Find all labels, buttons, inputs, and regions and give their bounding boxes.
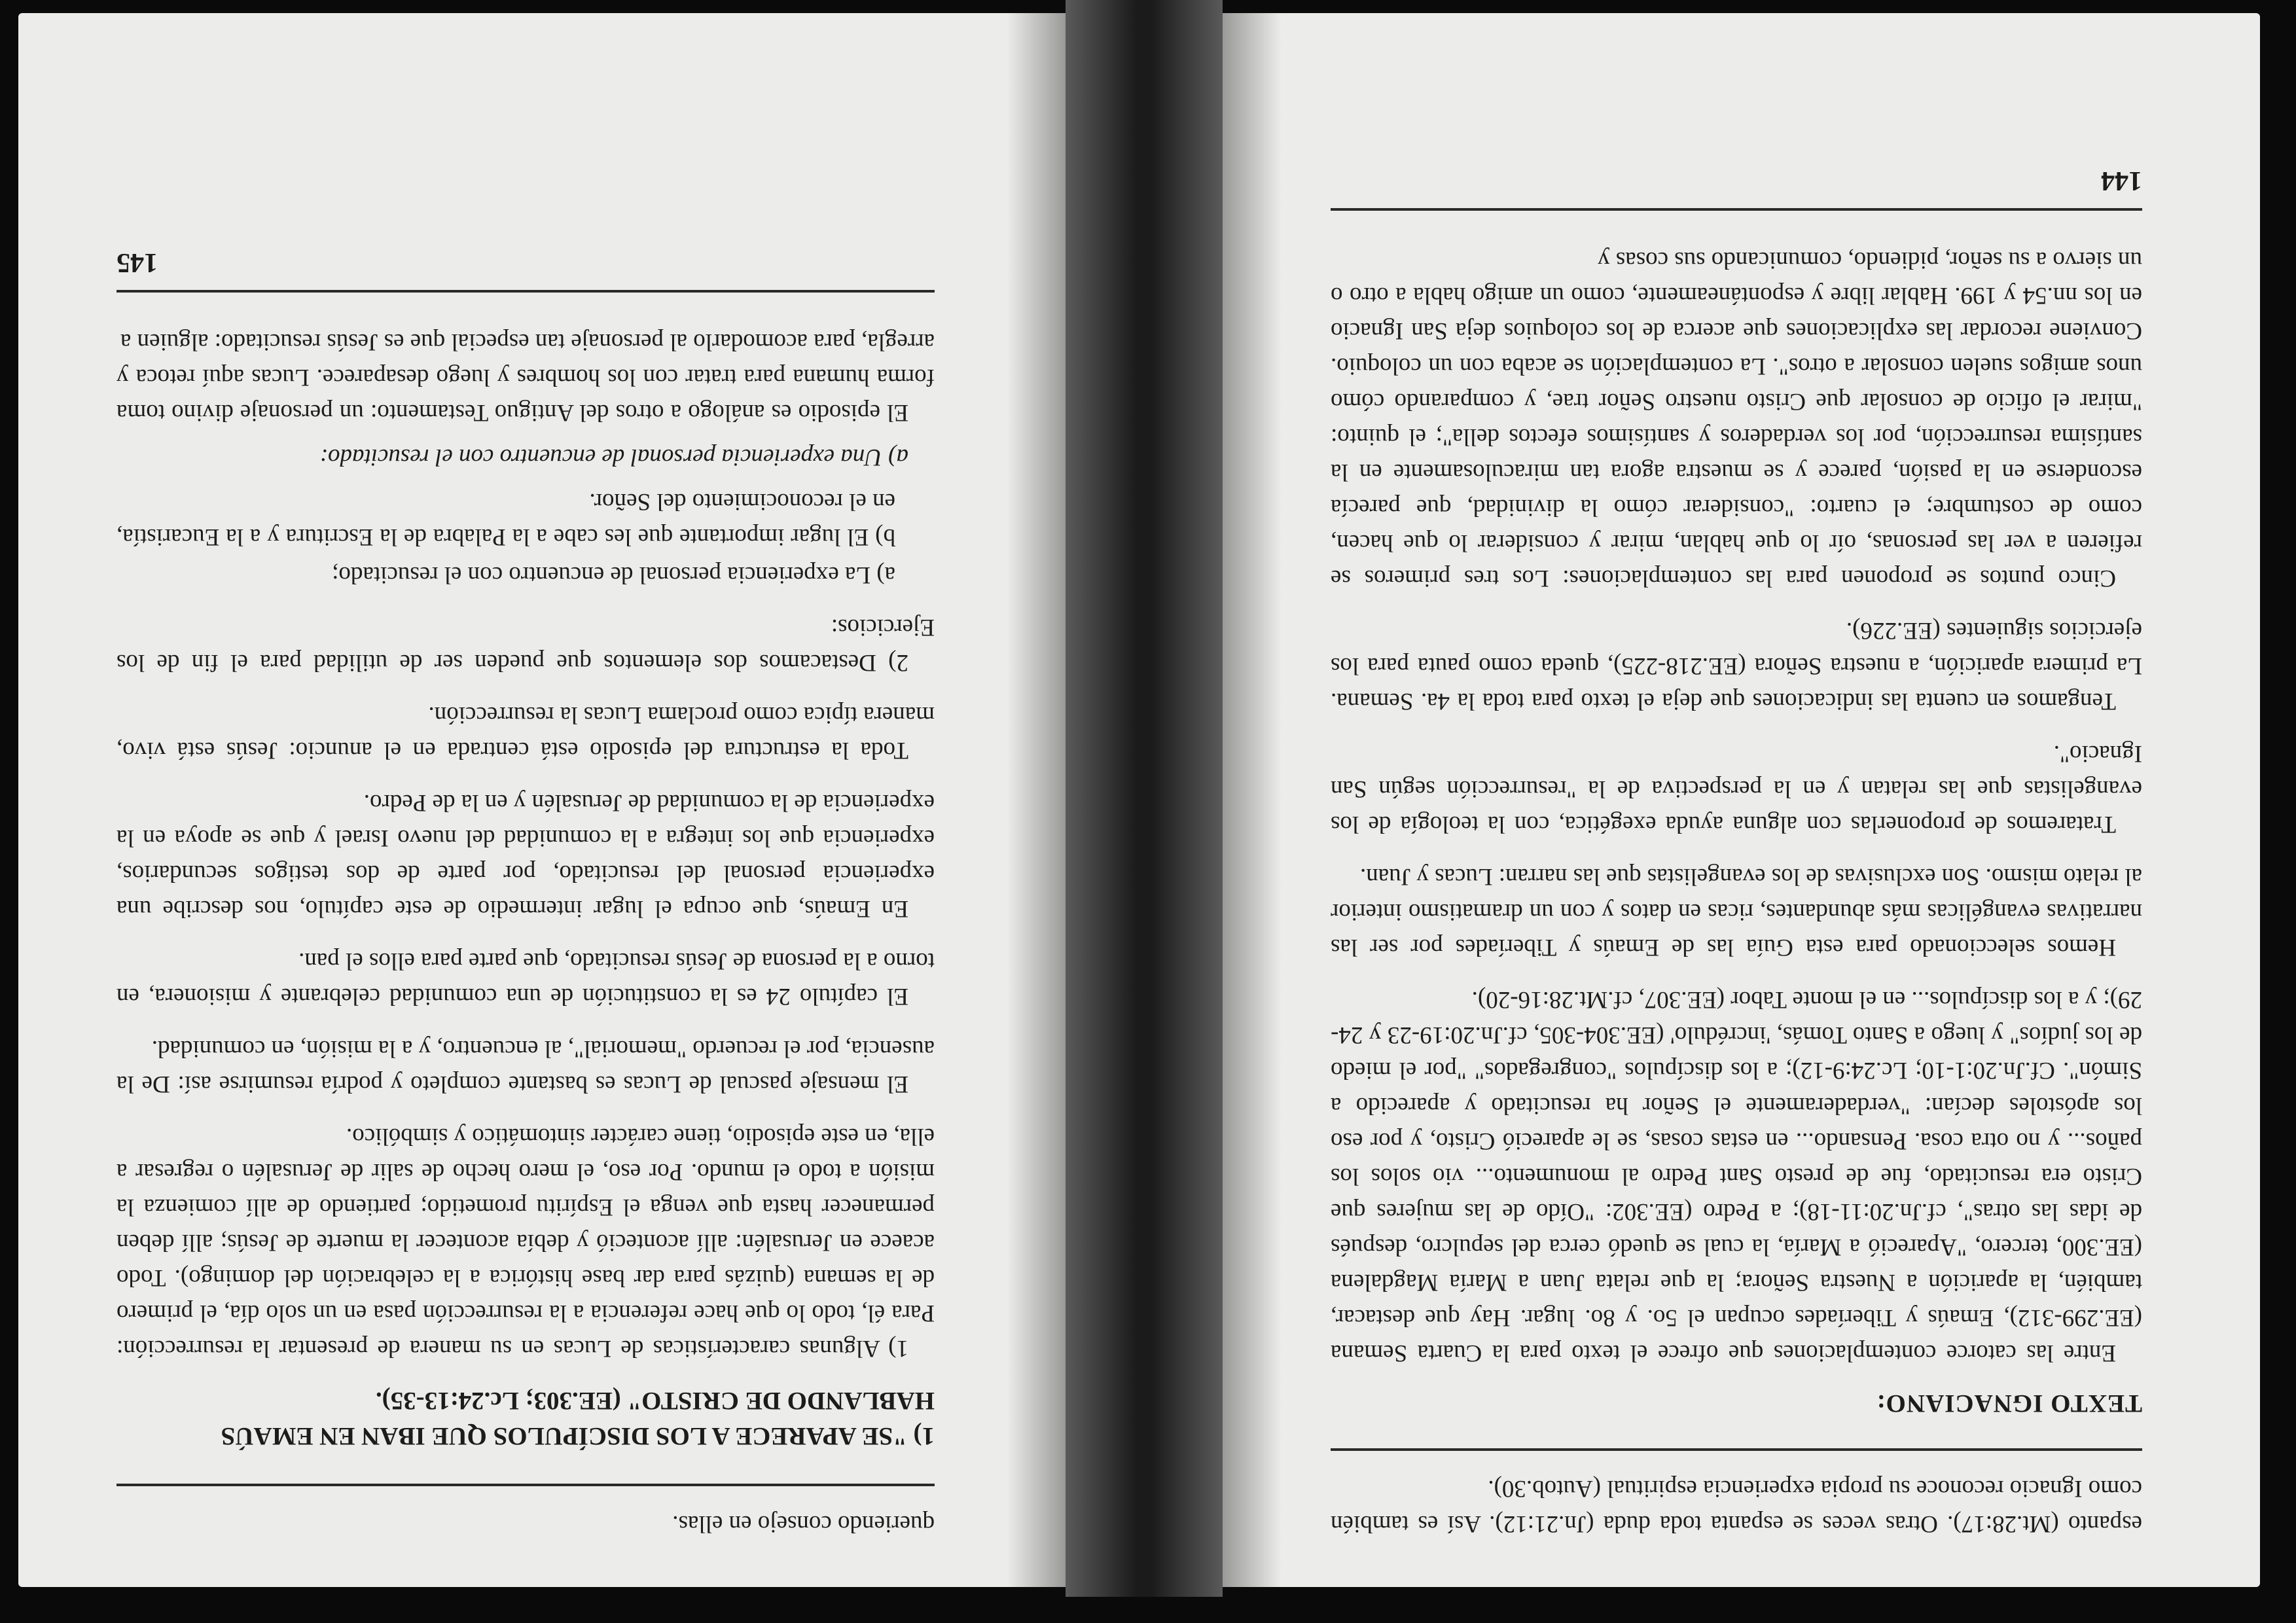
paragraph: Trataremos de proponerlas con alguna ayuda exegética, con la teología de los evangelistas que las relatan y en la perspectiva de la "resurrección según San Ignacio". (1331, 740, 2142, 838)
page-number: 145 (117, 247, 158, 277)
top-fragment: espanto (Mt.28:17). Otras veces se espanta toda duda (Jn.21:12). Así es también como Ignacio reconoce su propia experiencia espiritual (Autob.30). (1331, 1475, 2142, 1537)
sub-heading: a) Una experiencia personal de encuentro con el resucitado: (319, 444, 908, 471)
page-145-content (117, 247, 935, 1541)
paragraph: 2) Destacamos dos elementos que pueden ser de utilidad para el fin de los Ejercicios: (117, 614, 935, 676)
paragraph: Entre las catorce contemplaciones que ofrece el texto para la Cuarta Semana (EE.299-312), Emaús y Tiberíades ocupan el 5o. y 8o. lugar. Hay que destacar, también, la aparición a Nuestra Señora; la que relata Juan a María Magdalena (EE.300, tercero, "Apareció a María, la cual se quedó cerca del sepulcro, después de idas las otras", cf.Jn.20:11-18); a Pedro (EE.302: "Oído de las mujeres que Cristo era resucitado, fue de presto Sant Pedro al monumento... vio solos los paños... y no otra cosa. Pensando... en estas cosas, se le apareció Cristo, y por eso los apóstoles decían: "verdaderamente el Señor ha resucitado y aparecido a Simón". Cf.Jn.20:1-10; Lc.24:9-12); a los discípulos "congregados" "por el miedo de los judíos" y luego a Santo Tomás, 'incrédulo' (EE.304-305, cf.Jn.20:19-23 y 24-29); y a los discípulos... en el monte Tabor (EE.307, cf.Mt.28:16-20). (1331, 986, 2142, 1366)
paragraph: Cinco puntos se proponen para las contemplaciones: Los tres primeros se refieren a ver las personas, oír lo que hablan, mirar y considerar lo que hacen, como de costumbre; el cuarto: "considerar cómo la divinidad, que parecía esconderse en la pasión, parece y se muestra agora tan miraculosamente en la santísima resurrección, por los verdaderos y santísimos efectos della"; el quinto: "mirar el oficio de consolar que Cristo nuestro Señor trae, y comparando cómo unos amigos suelen consolar a otros". La contemplación se acaba con un coloquio. Conviene recordar las explicaciones que acerca de los coloquios deja San Ignacio en los nn.54 y 199. Hablar libre y espontáneamente, como un amigo habla a otro o un siervo a su señor, pidiendo, comunicando sus cosas y (1331, 247, 2142, 592)
list-item: a) La experiencia personal de encuentro con el resucitado; (332, 562, 895, 588)
paragraph: El episodio es análogo a otros del Antiguo Testamento: un personaje divino toma forma humana para tratar con los hombres y luego desaparece. Lucas aquí retoca y arregla, para acomodarlo al personaje tan especial que es Jesús resucitado: alguien a (117, 329, 935, 426)
footer-rule (117, 290, 935, 293)
paragraph: El mensaje pascual de Lucas es bastante completo y podría resumirse así: De la ausencia, por el recuerdo "memorial", al encuentro, y a la misión, en comunidad. (117, 1035, 935, 1097)
paragraph: El capítulo 24 es la constitución de una comunidad celebrante y misionera, en torno a la persona de Jesús resucitado, que parte para ellos el pan. (117, 948, 935, 1010)
page-145 (18, 13, 1066, 1587)
page-144-content (1331, 165, 2142, 1541)
top-fragment: queriendo consejo en ellas. (672, 1510, 935, 1537)
paragraph: Tengamos en cuenta las indicaciones que deja el texto para toda la 4a. Semana. La primera aparición, a nuestra Señora (EE.218-225), queda como pauta para los ejercicios siguientes (EE.226). (1331, 617, 2142, 715)
paragraph: En Emaús, que ocupa el lugar intermedio de este capítulo, nos describe una experiencia personal del resucitado, por parte de dos testigos secundarios, experiencia que los integra a la comunidad del nuevo Israel y que se apoya en la experiencia de la comunidad de Jerusalén y en la de Pedro. (117, 789, 935, 922)
paragraph: Toda la estructura del episodio está centrada en el anuncio: Jesús está vivo, manera típica como proclama Lucas la resurrección. (117, 702, 935, 764)
book-gutter (1066, 0, 1223, 1597)
page-144 (1223, 13, 2260, 1587)
paragraph: Hemos seleccionado para esta Guía las de Emaús y Tiberíades por ser las narrativas evangélicas más abundantes, ricas en datos y con un dramatismo interior al relato mismo. Son exclusivas de los evangelistas que las narran: Lucas y Juan. (1331, 863, 2142, 961)
list-item: b) El lugar importante que les cabe a la Palabra de la Escritura y a la Eucaristía, en el reconocimiento del Señor. (117, 488, 895, 550)
chapter-heading: 1) "SE APARECE A LOS DISCÍPULOS QUE IBAN EN EMAÚS HABLANDO DE CRISTO" (EE.303; Lc.24:13-35). (221, 1387, 935, 1450)
section-heading: TEXTO IGNACIANO: (1876, 1389, 2142, 1418)
header-rule (1331, 1448, 2142, 1451)
paragraph: 1) Algunas características de Lucas en su manera de presentar la resurrección: Para él, todo lo que hace referencia a la resurrección pasa en un solo día, el primero de la semana (quizás para dar base histórica a la celebración del domingo). Todo acaece en Jerusalén: allí aconteció y debía acontecer la muerte de Jesús; allí deben permanecer hasta que venga el Espíritu prometido; partiendo de allí comienza la misión a todo el mundo. Por eso, el mero hecho de salir de Jerusalén o regresar a ella, en este episodio, tiene carácter sintomático y simbólico. (117, 1123, 935, 1362)
header-rule (117, 1484, 935, 1486)
footer-rule (1331, 208, 2142, 211)
page-number: 144 (2101, 166, 2142, 196)
